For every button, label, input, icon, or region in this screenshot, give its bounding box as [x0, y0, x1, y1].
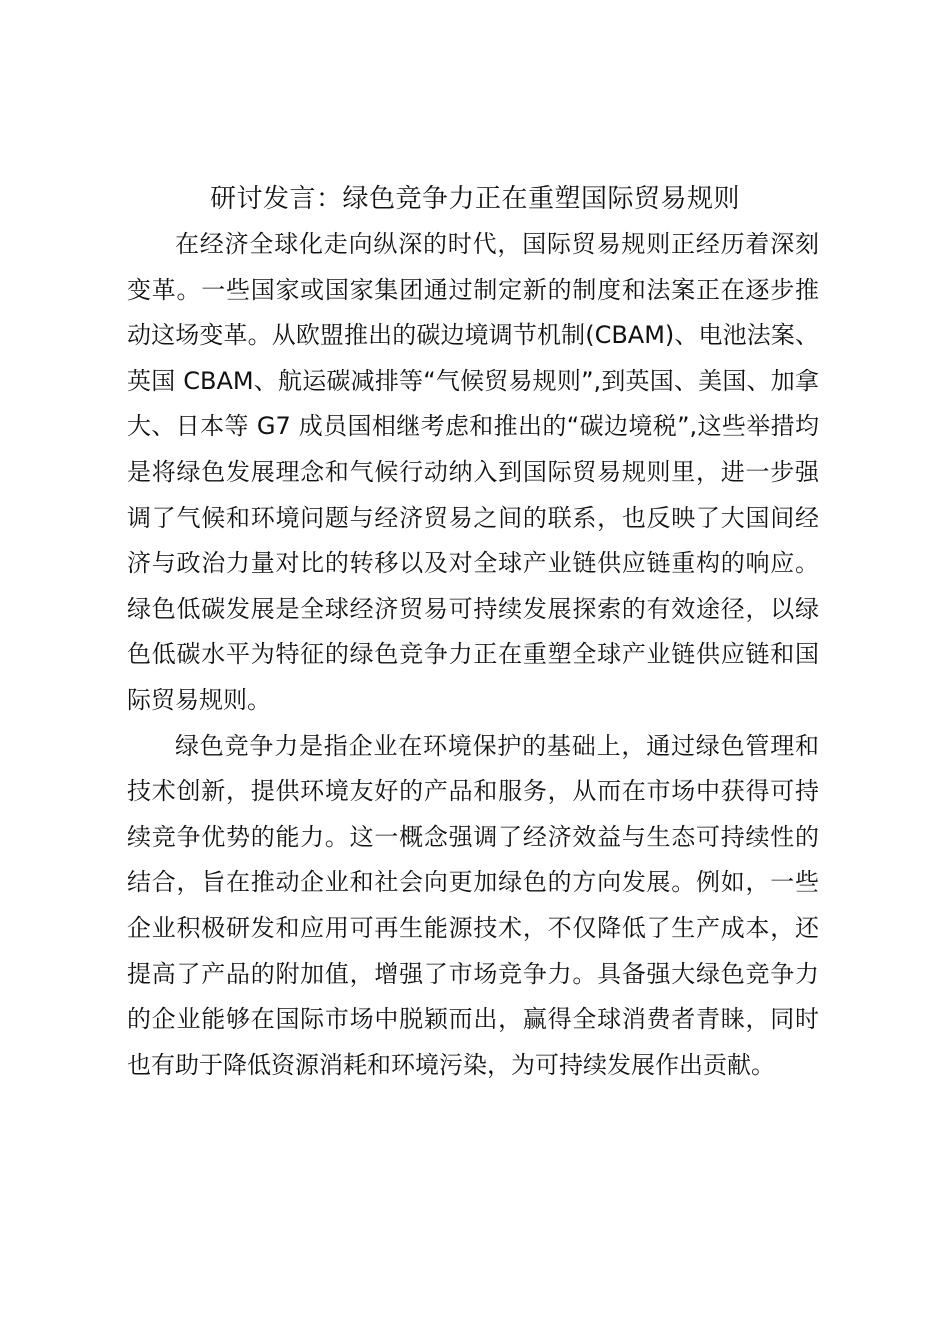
paragraph-1: 在经济全球化走向纵深的时代，国际贸易规则正经历着深刻变革。一些国家或国家集团通过制定新的制度和法案正在逐步推动这场变革。从欧盟推出的碳边境调节机制(CBAM)、电池法案、英国 CBAM、航运碳减排等“气候贸易规则”,到英国、美国、加拿大、日本等 G7 成员国相继考虑和推出的“碳边境税”,这些举措均是将绿色发展理念和气候行动纳入到国际贸易规则里，进一步强调了气候和环境问题与经济贸易之间的联系，也反映了大国间经济与政治力量对比的转移以及对全球产业链供应链重构的响应。绿色低碳发展是全球经济贸易可持续发展探索的有效途径，以绿色低碳水平为特征的绿色竞争力正在重塑全球产业链供应链和国际贸易规则。	[127, 230, 819, 714]
document-title: 研讨发言：绿色竞争力正在重塑国际贸易规则	[209, 184, 740, 214]
paragraph-2: 绿色竞争力是指企业在环境保护的基础上，通过绿色管理和技术创新，提供环境友好的产品和服务，从而在市场中获得可持续竞争优势的能力。这一概念强调了经济效益与生态可持续性的结合，旨在推动企业和社会向更加绿色的方向发展。例如，一些企业积极研发和应用可再生能源技术，不仅降低了生产成本，还提高了产品的附加值，增强了市场竞争力。具备强大绿色竞争力的企业能够在国际市场中脱颖而出，赢得全球消费者青睐，同时也有助于降低资源消耗和环境污染，为可持续发展作出贡献。	[127, 731, 819, 1079]
document-body	[127, 222, 819, 1088]
